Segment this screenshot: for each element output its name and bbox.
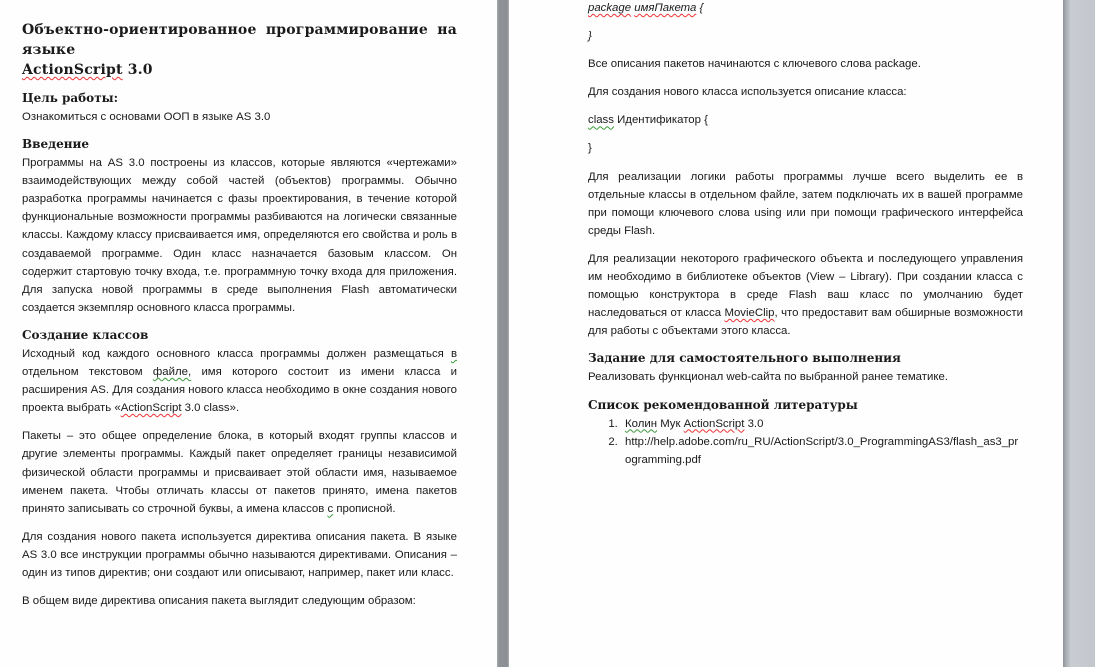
graphic-text-part: , что предоставит вам обширные возможности для работы с объектами этого класса. (588, 307, 1023, 338)
grammar-mark[interactable]: файле, (152, 366, 192, 379)
general-form-text: В общем виде директива описания пакета выглядит следующим образом: (22, 595, 416, 608)
ref-item (621, 415, 1023, 433)
grammar-mark-author[interactable]: Колин (625, 417, 658, 430)
code-brace-open: { (696, 2, 704, 14)
classes-text-part: отдельном текстовом (22, 366, 153, 379)
title-line-2 (22, 62, 153, 78)
code-package-close: } (588, 30, 592, 43)
grammar-mark-class[interactable]: class (588, 114, 614, 127)
document-title (22, 20, 457, 80)
code-package-line (588, 0, 1023, 17)
code-class-line (588, 111, 1023, 129)
directive-text: Для создания нового пакета используется директива описания пакета. В языке AS 3.0 все инструкции программы обычно называются директивами. Описания – один из типов директив; они создают или описывают, например, пакет или класс. (22, 530, 457, 579)
task-heading: Задание для самостоятельного выполнения (588, 351, 901, 366)
workspace-background (1063, 0, 1095, 667)
graphic-text-part: Для реализации некоторого графического объекта и последующего управления им необходимо в библиотеке объектов (View – Library). При создании класса с помощью конструктора в среде Flash ваш класс по умолчанию будет наследоваться от класса (588, 252, 1023, 320)
spell-error-actionscript[interactable]: ActionScript (683, 417, 745, 430)
page-left-content (22, 20, 457, 620)
spell-error-movieclip[interactable]: MovieClip (724, 307, 775, 320)
logic-text: Для реализации логики работы программы лучше всего выделить ее в отдельные классы в отдельном файле, затем подключать их в вашей программе при помощи ключевого слова using или при помощи графического интерфейса среды Flash. (588, 170, 1023, 237)
title-line-1: Объектно-ориентированное программирование на языке (22, 22, 457, 58)
packages-text-part: прописной. (333, 502, 396, 515)
ref-version: 3.0 (744, 417, 764, 430)
intro-text: Программы на AS 3.0 построены из классов, которые являются «чертежами» взаимодействующих между собой частей (объектов) программы. Обычно разработка программы начинается с фазы проектирования, в течение которой функциональные возможности программы разбиваются на логически связанные классы. Каждому классу присваивается имя, определяются его свойства и роль в создаваемой программе. Один класс назначается базовым классом. Он содержит стартовую точку входа, т.е. программную точку входа для приложения. Для запуска новой программы в среде выполнения Flash автоматически создается экземпляр основного класса программы. (22, 157, 457, 314)
class-intro: Для создания нового класса используется описание класса: (588, 86, 907, 99)
ref-author-last: Мук (657, 417, 684, 430)
page-right-content (588, 0, 1023, 469)
classes-text (22, 345, 457, 417)
classes-text-part: Исходный код каждого основного класса программы должен размещаться (22, 347, 451, 360)
ref-item-url[interactable]: 2. http://help.adobe.com/ru_RU/ActionScript/3.0_ProgrammingAS3/flash_as3_programming.pdf (621, 433, 1023, 469)
classes-text-part: 3.0 class». (181, 402, 240, 415)
document-page-right (509, 0, 1063, 667)
spell-error-actionscript[interactable]: ActionScript (120, 402, 182, 415)
spell-error-actionscript[interactable]: ActionScript (22, 62, 123, 78)
classes-heading: Создание классов (22, 327, 149, 342)
grammar-mark[interactable]: с (327, 502, 334, 515)
goal-text: Ознакомиться с основами ООП в языке AS 3.0 (22, 111, 271, 123)
title-version: 3.0 (122, 62, 153, 78)
spell-error-package[interactable]: package (588, 2, 632, 14)
package-note: Все описания пакетов начинаются с ключевого слова package. (588, 58, 921, 71)
packages-text (22, 427, 457, 517)
intro-heading: Введение (22, 137, 90, 152)
grammar-mark[interactable]: в (450, 347, 457, 360)
document-page-left (0, 0, 497, 667)
refs-heading: Список рекомендованной литературы (588, 397, 858, 412)
code-class-close: } (588, 142, 592, 155)
refs-list (588, 415, 1023, 469)
graphic-text (588, 250, 1023, 340)
packages-text-part: Пакеты – это общее определение блока, в который входят группы классов и другие элементы программы. Каждый пакет определяет границы независимой физической области программы и присваивает этой области имя, называемое именем пакета. Чтобы отличать классы от пакетов принято, имена пакетов принято записывать со строчной буквы, а имена классов (22, 430, 457, 515)
classes-text-part: имя которого состоит из имени класса и расширения AS. Для создания нового класса необходимо в окне создания нового проекта выбрать « (22, 366, 457, 415)
task-text: Реализовать функционал web-сайта по выбранной ранее тематике. (588, 371, 948, 384)
code-class-rest: Идентификатор { (613, 114, 708, 127)
spell-error-package-name[interactable]: имяПакета (634, 2, 697, 14)
page-gap (497, 0, 509, 667)
goal-heading: Цель работы: (22, 91, 119, 105)
